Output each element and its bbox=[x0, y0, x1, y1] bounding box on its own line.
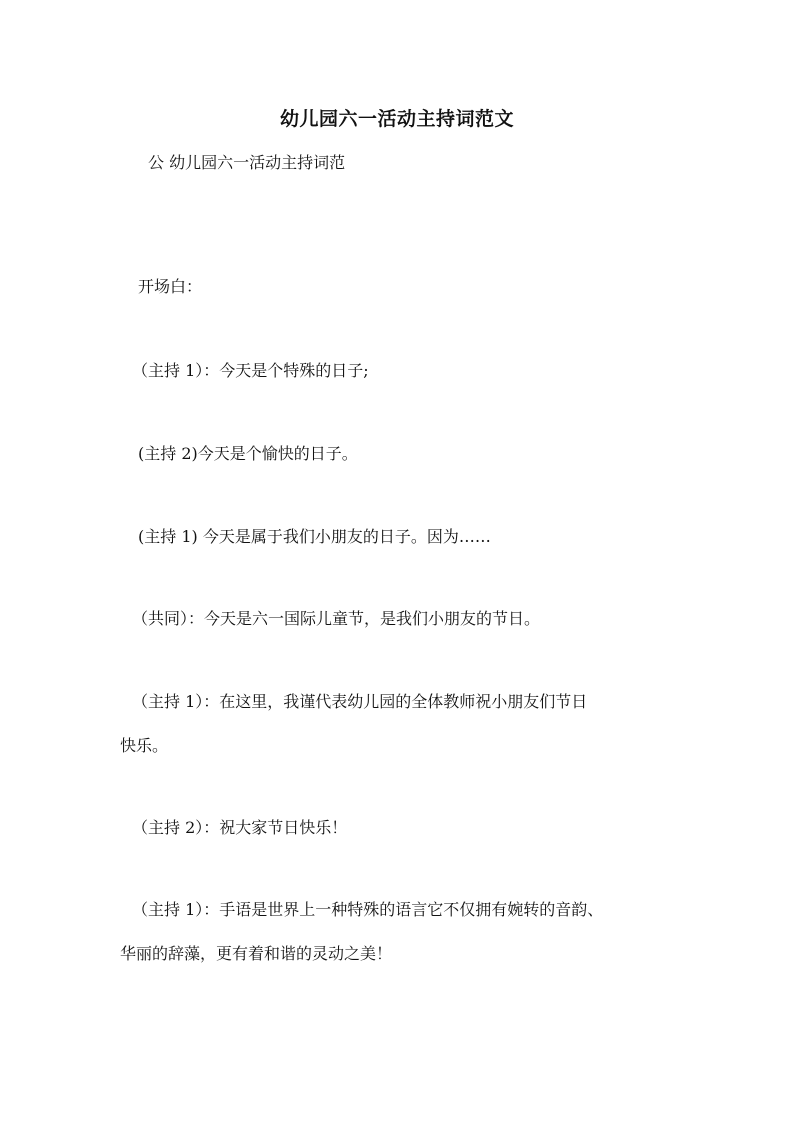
paragraph-host1-children-day: (主持 1) 今天是属于我们小朋友的日子。因为…… bbox=[138, 527, 491, 546]
document-subtitle: 公 幼儿园六一活动主持词范 bbox=[148, 153, 346, 172]
paragraph-host2-wishes: （主持 2）：祝大家节日快乐！ bbox=[132, 818, 348, 837]
paragraph-host1-greeting-line2: 快乐。 bbox=[120, 736, 169, 755]
paragraph-host1-greeting-line1: （主持 1）：在这里，我谨代表幼儿园的全体教师祝小朋友们节日 bbox=[132, 692, 588, 711]
paragraph-host1-sign-language-line1: （主持 1）：手语是世界上一种特殊的语言它不仅拥有婉转的音韵、 bbox=[132, 900, 604, 919]
paragraph-together: （共同）：今天是六一国际儿童节，是我们小朋友的节日。 bbox=[132, 609, 541, 628]
paragraph-host1-sign-language-line2: 华丽的辞藻，更有着和谐的灵动之美！ bbox=[120, 944, 393, 963]
paragraph-opening: 开场白： bbox=[138, 277, 203, 296]
paragraph-host1-special-day: （主持 1）：今天是个特殊的日子; bbox=[132, 361, 369, 380]
document-title: 幼儿园六一活动主持词范文 bbox=[279, 108, 514, 130]
paragraph-host2-happy-day: (主持 2)今天是个愉快的日子。 bbox=[138, 444, 358, 463]
